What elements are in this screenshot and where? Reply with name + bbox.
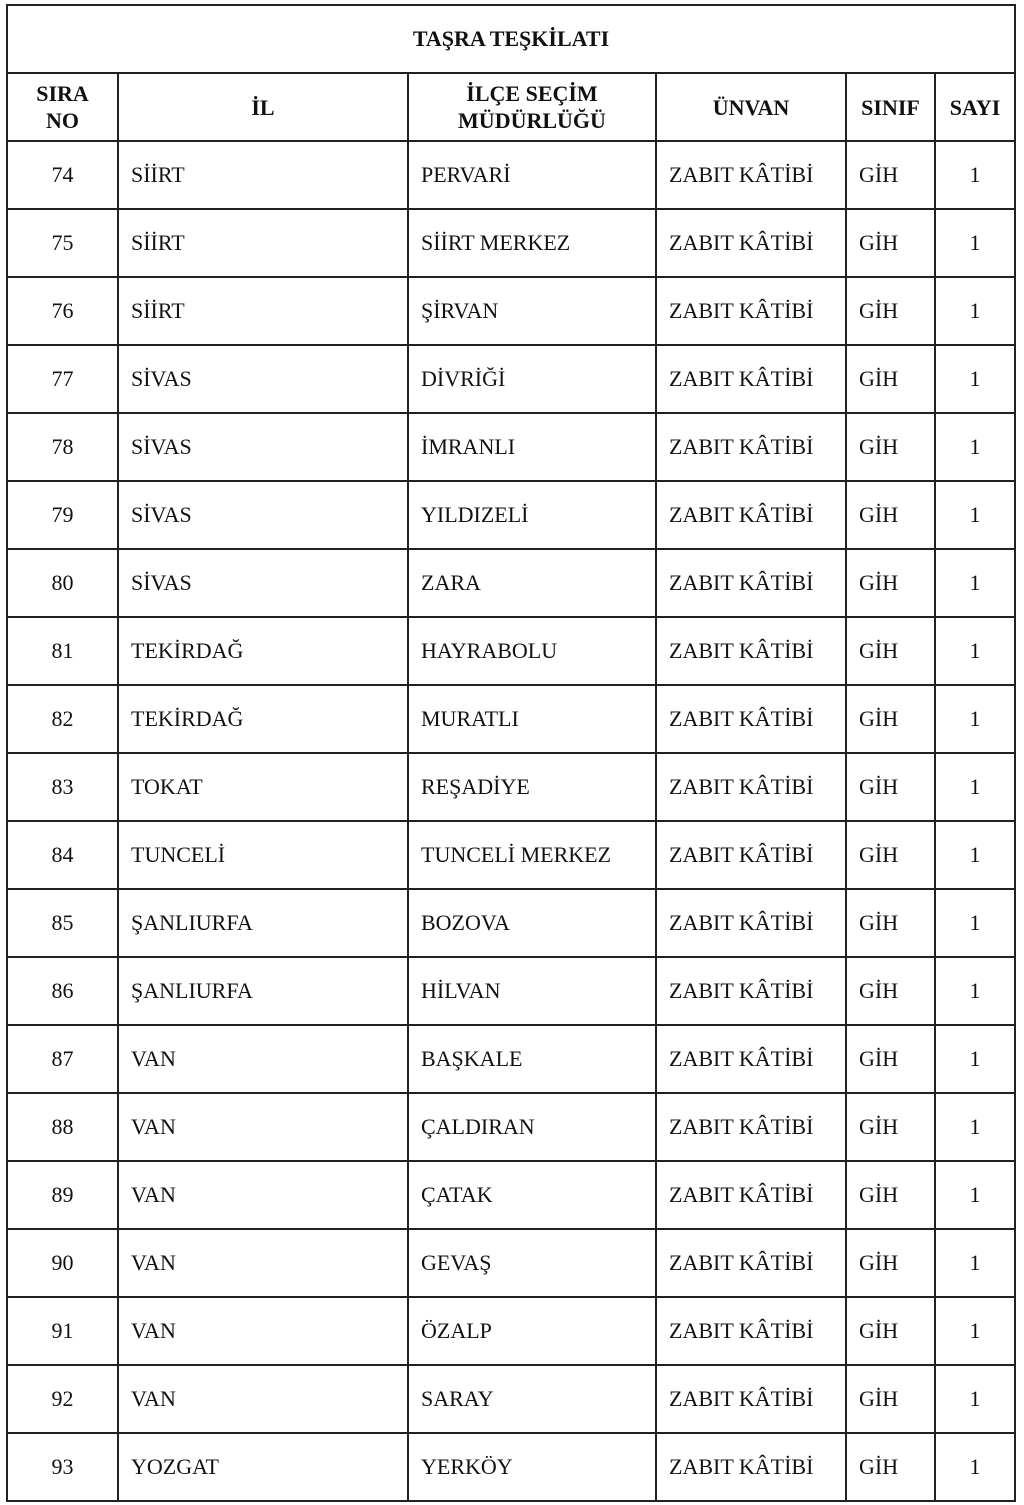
table-row xyxy=(8,209,1014,277)
table-body xyxy=(8,141,1014,1500)
header-sinif: SINIF xyxy=(846,74,935,141)
cell-il: SİİRT xyxy=(118,277,408,345)
cell-unvan: ZABIT KÂTİBİ xyxy=(656,413,846,481)
cell-sinif: GİH xyxy=(846,345,935,413)
cell-ilce: REŞADİYE xyxy=(408,753,656,821)
cell-unvan: ZABIT KÂTİBİ xyxy=(656,277,846,345)
table-row xyxy=(8,345,1014,413)
cell-sayi: 1 xyxy=(935,753,1014,821)
cell-sinif: GİH xyxy=(846,1161,935,1229)
table-row xyxy=(8,889,1014,957)
header-unvan: ÜNVAN xyxy=(656,74,846,141)
cell-il: VAN xyxy=(118,1365,408,1433)
cell-sira-no: 90 xyxy=(8,1229,118,1297)
table-row xyxy=(8,1025,1014,1093)
cell-unvan: ZABIT KÂTİBİ xyxy=(656,1093,846,1161)
cell-il: VAN xyxy=(118,1229,408,1297)
cell-sinif: GİH xyxy=(846,821,935,889)
header-row xyxy=(8,74,1014,141)
header-ilce-line2: MÜDÜRLÜĞÜ xyxy=(458,108,606,133)
cell-sira-no: 83 xyxy=(8,753,118,821)
cell-sinif: GİH xyxy=(846,957,935,1025)
cell-sayi: 1 xyxy=(935,957,1014,1025)
cell-unvan: ZABIT KÂTİBİ xyxy=(656,345,846,413)
cell-sira-no: 93 xyxy=(8,1433,118,1500)
cell-il: ŞANLIURFA xyxy=(118,957,408,1025)
staff-table-sheet xyxy=(6,4,1016,1502)
table-row xyxy=(8,1161,1014,1229)
cell-sayi: 1 xyxy=(935,1161,1014,1229)
cell-il: SİVAS xyxy=(118,481,408,549)
cell-unvan: ZABIT KÂTİBİ xyxy=(656,1025,846,1093)
cell-il: VAN xyxy=(118,1297,408,1365)
cell-sinif: GİH xyxy=(846,141,935,209)
cell-unvan: ZABIT KÂTİBİ xyxy=(656,1433,846,1500)
cell-sira-no: 79 xyxy=(8,481,118,549)
cell-ilce: DİVRİĞİ xyxy=(408,345,656,413)
cell-il: SİİRT xyxy=(118,141,408,209)
cell-il: VAN xyxy=(118,1025,408,1093)
cell-il: TEKİRDAĞ xyxy=(118,685,408,753)
table-row xyxy=(8,821,1014,889)
cell-unvan: ZABIT KÂTİBİ xyxy=(656,889,846,957)
cell-sira-no: 74 xyxy=(8,141,118,209)
cell-ilce: MURATLI xyxy=(408,685,656,753)
cell-sinif: GİH xyxy=(846,1093,935,1161)
cell-sayi: 1 xyxy=(935,1229,1014,1297)
cell-il: TOKAT xyxy=(118,753,408,821)
cell-sira-no: 76 xyxy=(8,277,118,345)
cell-sira-no: 75 xyxy=(8,209,118,277)
cell-il: ŞANLIURFA xyxy=(118,889,408,957)
cell-unvan: ZABIT KÂTİBİ xyxy=(656,1297,846,1365)
cell-sira-no: 81 xyxy=(8,617,118,685)
cell-sira-no: 80 xyxy=(8,549,118,617)
cell-il: VAN xyxy=(118,1161,408,1229)
cell-ilce: GEVAŞ xyxy=(408,1229,656,1297)
cell-ilce: HİLVAN xyxy=(408,957,656,1025)
cell-sinif: GİH xyxy=(846,1433,935,1500)
table-row xyxy=(8,1229,1014,1297)
table-row xyxy=(8,1093,1014,1161)
table-row xyxy=(8,957,1014,1025)
cell-sira-no: 85 xyxy=(8,889,118,957)
table-row xyxy=(8,753,1014,821)
cell-sinif: GİH xyxy=(846,1229,935,1297)
cell-sira-no: 87 xyxy=(8,1025,118,1093)
cell-unvan: ZABIT KÂTİBİ xyxy=(656,209,846,277)
cell-unvan: ZABIT KÂTİBİ xyxy=(656,141,846,209)
table-title: TAŞRA TEŞKİLATI xyxy=(8,6,1014,74)
cell-unvan: ZABIT KÂTİBİ xyxy=(656,1229,846,1297)
cell-unvan: ZABIT KÂTİBİ xyxy=(656,481,846,549)
cell-sira-no: 78 xyxy=(8,413,118,481)
cell-sayi: 1 xyxy=(935,1025,1014,1093)
cell-sinif: GİH xyxy=(846,1025,935,1093)
cell-ilce: YERKÖY xyxy=(408,1433,656,1500)
cell-ilce: ÇALDIRAN xyxy=(408,1093,656,1161)
staff-table xyxy=(8,74,1014,1500)
cell-ilce: SARAY xyxy=(408,1365,656,1433)
cell-sayi: 1 xyxy=(935,1093,1014,1161)
header-ilce-line1: İLÇE SEÇİM xyxy=(466,81,598,106)
cell-il: SİVAS xyxy=(118,549,408,617)
table-row xyxy=(8,685,1014,753)
cell-ilce: BOZOVA xyxy=(408,889,656,957)
cell-ilce: SİİRT MERKEZ xyxy=(408,209,656,277)
cell-sayi: 1 xyxy=(935,209,1014,277)
cell-il: TEKİRDAĞ xyxy=(118,617,408,685)
table-row xyxy=(8,1365,1014,1433)
cell-sayi: 1 xyxy=(935,1365,1014,1433)
cell-sayi: 1 xyxy=(935,821,1014,889)
table-row xyxy=(8,1297,1014,1365)
cell-unvan: ZABIT KÂTİBİ xyxy=(656,753,846,821)
cell-sira-no: 82 xyxy=(8,685,118,753)
cell-ilce: TUNCELİ MERKEZ xyxy=(408,821,656,889)
cell-ilce: PERVARİ xyxy=(408,141,656,209)
table-row xyxy=(8,617,1014,685)
cell-ilce: HAYRABOLU xyxy=(408,617,656,685)
table-row xyxy=(8,141,1014,209)
cell-il: YOZGAT xyxy=(118,1433,408,1500)
cell-sinif: GİH xyxy=(846,753,935,821)
cell-sinif: GİH xyxy=(846,1365,935,1433)
cell-sayi: 1 xyxy=(935,617,1014,685)
cell-ilce: ÖZALP xyxy=(408,1297,656,1365)
table-row xyxy=(8,1433,1014,1500)
table-row xyxy=(8,277,1014,345)
cell-sira-no: 84 xyxy=(8,821,118,889)
cell-sayi: 1 xyxy=(935,889,1014,957)
cell-sinif: GİH xyxy=(846,685,935,753)
cell-ilce: BAŞKALE xyxy=(408,1025,656,1093)
table-row xyxy=(8,549,1014,617)
cell-unvan: ZABIT KÂTİBİ xyxy=(656,821,846,889)
cell-sinif: GİH xyxy=(846,481,935,549)
cell-unvan: ZABIT KÂTİBİ xyxy=(656,685,846,753)
cell-ilce: ZARA xyxy=(408,549,656,617)
cell-il: SİİRT xyxy=(118,209,408,277)
cell-il: SİVAS xyxy=(118,345,408,413)
cell-il: SİVAS xyxy=(118,413,408,481)
cell-sira-no: 86 xyxy=(8,957,118,1025)
cell-il: VAN xyxy=(118,1093,408,1161)
header-sira-no xyxy=(8,74,118,141)
cell-sinif: GİH xyxy=(846,413,935,481)
header-sira-no-line2: NO xyxy=(46,108,79,133)
cell-il: TUNCELİ xyxy=(118,821,408,889)
cell-sinif: GİH xyxy=(846,277,935,345)
cell-sayi: 1 xyxy=(935,1297,1014,1365)
header-il: İL xyxy=(118,74,408,141)
cell-sayi: 1 xyxy=(935,345,1014,413)
cell-unvan: ZABIT KÂTİBİ xyxy=(656,1161,846,1229)
header-ilce xyxy=(408,74,656,141)
cell-sayi: 1 xyxy=(935,549,1014,617)
cell-sayi: 1 xyxy=(935,141,1014,209)
cell-sinif: GİH xyxy=(846,549,935,617)
cell-sinif: GİH xyxy=(846,617,935,685)
cell-sayi: 1 xyxy=(935,1433,1014,1500)
cell-ilce: İMRANLI xyxy=(408,413,656,481)
cell-sayi: 1 xyxy=(935,685,1014,753)
cell-sira-no: 92 xyxy=(8,1365,118,1433)
cell-ilce: YILDIZELİ xyxy=(408,481,656,549)
header-sira-no-line1: SIRA xyxy=(36,81,89,106)
cell-sinif: GİH xyxy=(846,209,935,277)
table-row xyxy=(8,481,1014,549)
cell-sinif: GİH xyxy=(846,889,935,957)
cell-sayi: 1 xyxy=(935,481,1014,549)
cell-sinif: GİH xyxy=(846,1297,935,1365)
cell-sira-no: 91 xyxy=(8,1297,118,1365)
header-sayi: SAYI xyxy=(935,74,1014,141)
cell-unvan: ZABIT KÂTİBİ xyxy=(656,549,846,617)
cell-unvan: ZABIT KÂTİBİ xyxy=(656,957,846,1025)
cell-ilce: ÇATAK xyxy=(408,1161,656,1229)
cell-unvan: ZABIT KÂTİBİ xyxy=(656,1365,846,1433)
cell-sayi: 1 xyxy=(935,413,1014,481)
cell-sira-no: 77 xyxy=(8,345,118,413)
cell-sayi: 1 xyxy=(935,277,1014,345)
cell-sira-no: 88 xyxy=(8,1093,118,1161)
table-row xyxy=(8,413,1014,481)
cell-ilce: ŞİRVAN xyxy=(408,277,656,345)
cell-sira-no: 89 xyxy=(8,1161,118,1229)
cell-unvan: ZABIT KÂTİBİ xyxy=(656,617,846,685)
